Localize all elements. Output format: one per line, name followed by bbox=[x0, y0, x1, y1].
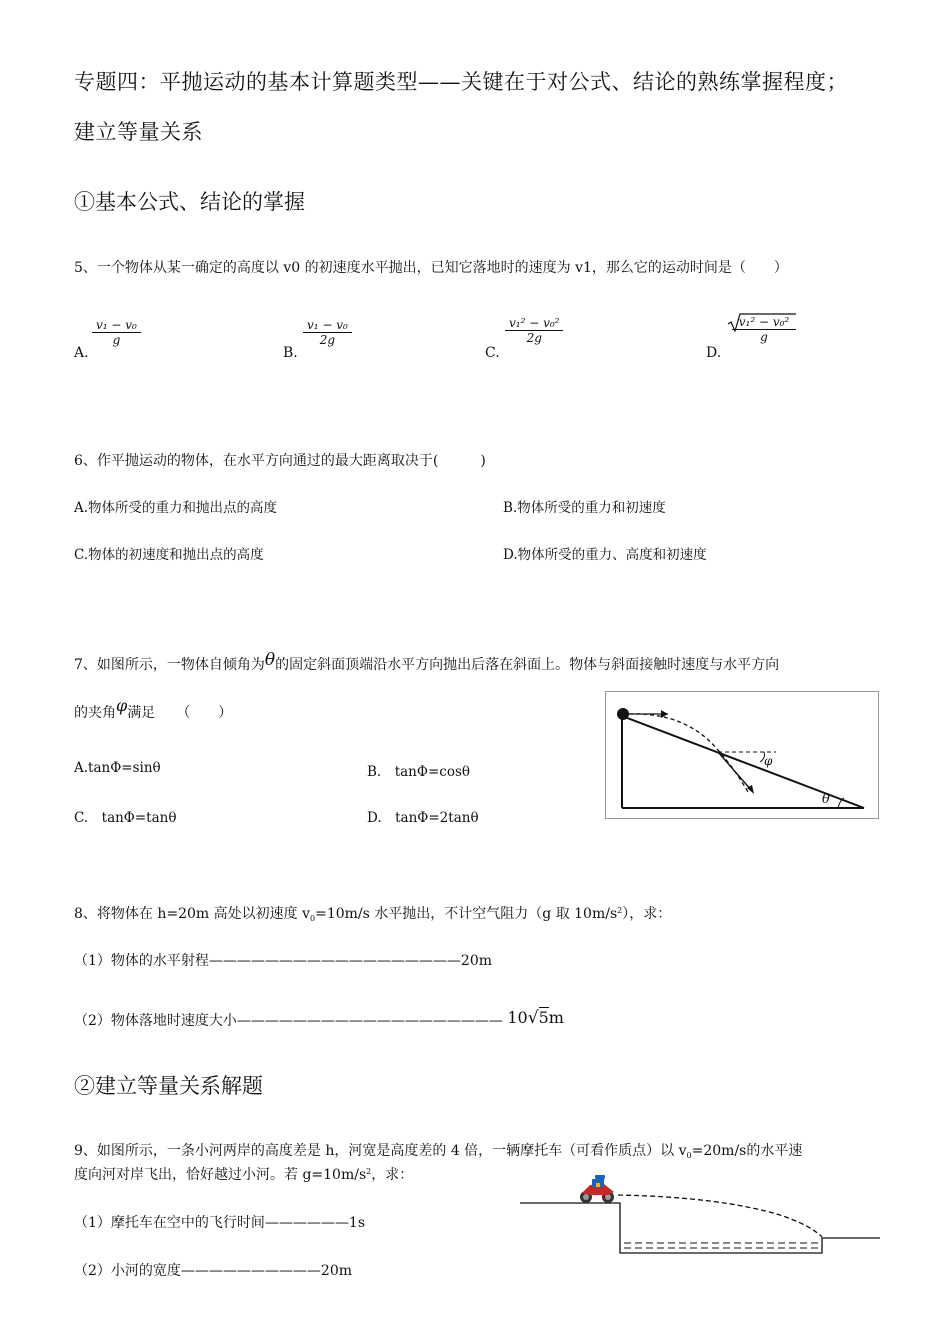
q8-sub-0: 0 bbox=[310, 914, 316, 923]
motorcycle-icon bbox=[580, 1175, 614, 1203]
q9-part-1: （1）摩托车在空中的飞行时间——————1s bbox=[74, 1215, 365, 1231]
q7-option-b: B. tanΦ=cosθ bbox=[367, 764, 471, 780]
q9-stem-c: 度向河对岸飞出，恰好越过小河。若 g=10m/s bbox=[74, 1167, 367, 1183]
q5-option-d-numerator: v₁² − v₀² bbox=[732, 315, 796, 330]
q5-stem: 5、一个物体从某一确定的高度以 v0 的初速度水平抛出，已知它落地时的速度为 v1，那么它的运动时间是（ ） bbox=[74, 260, 788, 276]
title-line-1: 专题四：平抛运动的基本计算题类型——关键在于对公式、结论的熟练掌握程度； bbox=[74, 70, 848, 94]
q7-option-c: C. tanΦ=tanθ bbox=[74, 810, 177, 826]
q8-part-2 bbox=[74, 1010, 564, 1030]
q7-stem-d: 满足 （ ） bbox=[127, 705, 233, 721]
title-line-2: 建立等量关系 bbox=[74, 120, 203, 144]
q7-theta-symbol: θ bbox=[264, 650, 276, 670]
q8-stem-c: ），求： bbox=[622, 906, 672, 922]
q6-option-a: A.物体所受的重力和抛出点的高度 bbox=[74, 500, 278, 516]
q7-stem-line-2 bbox=[74, 696, 233, 722]
q5-option-a-fraction bbox=[92, 318, 141, 347]
q8-stem-a: 8、将物体在 h=20m 高处以初速度 v bbox=[74, 906, 311, 922]
q8-answer-unit: m bbox=[548, 1008, 564, 1027]
q5-option-c-denominator: 2g bbox=[526, 331, 542, 345]
sqrt-icon: √ bbox=[527, 1008, 539, 1028]
figure-theta-label: θ bbox=[822, 792, 830, 807]
q5-option-a-denominator: g bbox=[112, 333, 121, 347]
q5-option-c-fraction bbox=[505, 316, 563, 345]
q9-stem-line-1 bbox=[74, 1140, 802, 1160]
q8-part-2-text: （2）物体落地时速度大小——————————————————— bbox=[74, 1013, 503, 1029]
section-heading-1: ①基本公式、结论的掌握 bbox=[74, 190, 305, 214]
river-diagram bbox=[520, 1175, 882, 1260]
q8-answer-radicand: 5 bbox=[538, 1008, 549, 1027]
incline-diagram bbox=[606, 692, 878, 818]
q5-option-a-label: A. bbox=[74, 345, 89, 361]
q9-sup-2: 2 bbox=[366, 1167, 372, 1176]
q5-option-d-denominator: g bbox=[760, 330, 768, 344]
q8-sup-2: 2 bbox=[617, 906, 623, 915]
q7-option-d: D. tanΦ=2tanθ bbox=[367, 810, 479, 826]
q7-option-a: A.tanΦ=sinθ bbox=[74, 760, 161, 776]
q7-phi-symbol: φ bbox=[116, 696, 128, 715]
q5-option-c-numerator: v₁² − v₀² bbox=[505, 316, 563, 331]
q9-sub-0: 0 bbox=[686, 1151, 692, 1160]
q7-stem-a: 7、如图所示，一物体自倾角为 bbox=[74, 657, 265, 673]
q5-option-b-denominator: 2g bbox=[319, 333, 336, 347]
q6-option-d: D.物体所受的重力、高度和初速度 bbox=[503, 547, 707, 563]
q9-stem-d: ，求： bbox=[371, 1167, 414, 1183]
q7-stem-b: 的固定斜面顶端沿水平方向抛出后落在斜面上。物体与斜面接触时速度与水平方向 bbox=[275, 657, 780, 673]
q7-stem-line-1 bbox=[74, 650, 780, 674]
ball-icon bbox=[617, 708, 629, 720]
q5-option-b-fraction bbox=[303, 318, 352, 347]
figure-phi-label: φ bbox=[764, 754, 773, 768]
q5-option-a-numerator: v₁ − v₀ bbox=[92, 318, 141, 333]
section-heading-2: ②建立等量关系解题 bbox=[74, 1074, 263, 1098]
q8-answer-radical bbox=[528, 1008, 549, 1028]
q9-stem-a: 9、如图所示，一条小河两岸的高度差是 h，河宽是高度差的 4 倍，一辆摩托车（可看作质点）以 v bbox=[74, 1143, 687, 1159]
q6-option-c: C.物体的初速度和抛出点的高度 bbox=[74, 547, 264, 563]
q6-option-b: B.物体所受的重力和初速度 bbox=[503, 500, 666, 516]
q9-stem-b: =20m/s的水平速 bbox=[691, 1143, 803, 1159]
q8-stem bbox=[74, 903, 671, 923]
q5-option-b-label: B. bbox=[283, 345, 298, 361]
q9-stem-line-2 bbox=[74, 1164, 413, 1184]
q8-part-1: （1）物体的水平射程——————————————————20m bbox=[74, 953, 492, 969]
incline-figure bbox=[605, 691, 879, 819]
q6-stem: 6、作平抛运动的物体，在水平方向通过的最大距离取决于( ) bbox=[74, 453, 486, 469]
q8-stem-b: =10m/s 水平抛出，不计空气阻力（g 取 10m/s bbox=[315, 906, 618, 922]
q8-answer-coefficient: 10 bbox=[507, 1008, 528, 1027]
q9-part-2: （2）小河的宽度——————————20m bbox=[74, 1263, 352, 1279]
q5-option-c-label: C. bbox=[485, 345, 500, 361]
q5-option-b-numerator: v₁ − v₀ bbox=[303, 318, 352, 333]
q5-option-d-label: D. bbox=[706, 345, 722, 361]
q7-stem-c: 的夹角 bbox=[74, 705, 116, 721]
river-figure bbox=[520, 1175, 882, 1260]
